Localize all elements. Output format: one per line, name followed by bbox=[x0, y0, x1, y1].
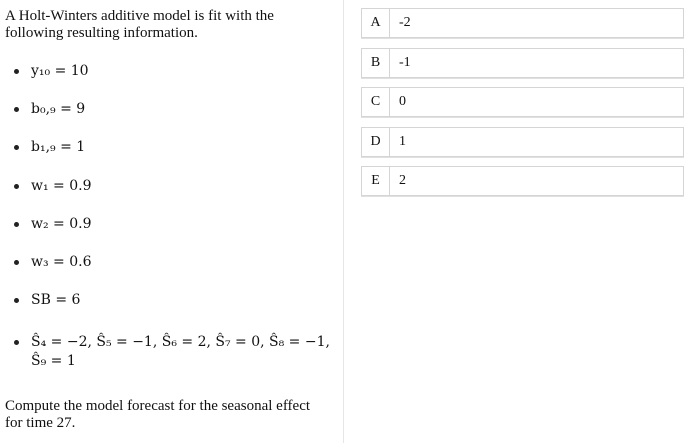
bullet-icon bbox=[14, 222, 19, 227]
question-intro: A Holt-Winters additive model is fit with the following resulting information. bbox=[5, 8, 274, 41]
bullet-icon bbox=[14, 260, 19, 265]
math-expression bbox=[31, 177, 336, 196]
math-expression bbox=[31, 291, 336, 310]
bullet-icon bbox=[14, 145, 19, 150]
answer-choice-e[interactable] bbox=[361, 166, 684, 196]
choice-letter: D bbox=[362, 128, 390, 156]
math-line: w₁ = 0.9 bbox=[31, 178, 92, 194]
math-line: w₃ = 0.6 bbox=[31, 254, 92, 270]
choice-letter: E bbox=[362, 167, 390, 195]
math-expression bbox=[31, 253, 336, 272]
bullet-icon bbox=[14, 340, 19, 345]
question-prompt: Compute the model forecast for the seasonal effect for time 27. bbox=[5, 398, 311, 431]
choice-value: 1 bbox=[399, 134, 406, 149]
question-panel bbox=[0, 0, 344, 443]
math-line: w₂ = 0.9 bbox=[31, 216, 92, 232]
answer-choice-b[interactable] bbox=[361, 48, 684, 78]
choice-letter: B bbox=[362, 49, 390, 77]
math-line: b₁,₉ = 1 bbox=[31, 139, 86, 155]
math-expression bbox=[31, 100, 336, 119]
math-expression bbox=[31, 138, 336, 157]
math-line: Ŝ₉ = 1 bbox=[31, 353, 76, 369]
choice-value: 2 bbox=[399, 173, 406, 188]
bullet-icon bbox=[14, 69, 19, 74]
choice-value: -2 bbox=[399, 15, 411, 30]
bullet-icon bbox=[14, 184, 19, 189]
answer-choice-d[interactable] bbox=[361, 127, 684, 157]
math-line: b₀,₉ = 9 bbox=[31, 101, 86, 117]
answer-choice-c[interactable] bbox=[361, 87, 684, 117]
choice-value: 0 bbox=[399, 94, 406, 109]
bullet-icon bbox=[14, 298, 19, 303]
choice-letter: A bbox=[362, 9, 390, 37]
choice-value: -1 bbox=[399, 55, 411, 70]
math-line: y₁₀ = 10 bbox=[31, 63, 89, 79]
math-expression bbox=[31, 333, 336, 371]
answer-choice-a[interactable] bbox=[361, 8, 684, 38]
math-expression bbox=[31, 215, 336, 234]
math-line: Ŝ₄ = −2, Ŝ₅ = −1, Ŝ₆ = 2, Ŝ₇ = 0, Ŝ₈ = −1, bbox=[31, 334, 330, 350]
math-line: SB = 6 bbox=[31, 292, 81, 308]
bullet-icon bbox=[14, 107, 19, 112]
choice-letter: C bbox=[362, 88, 390, 116]
math-expression bbox=[31, 62, 336, 81]
